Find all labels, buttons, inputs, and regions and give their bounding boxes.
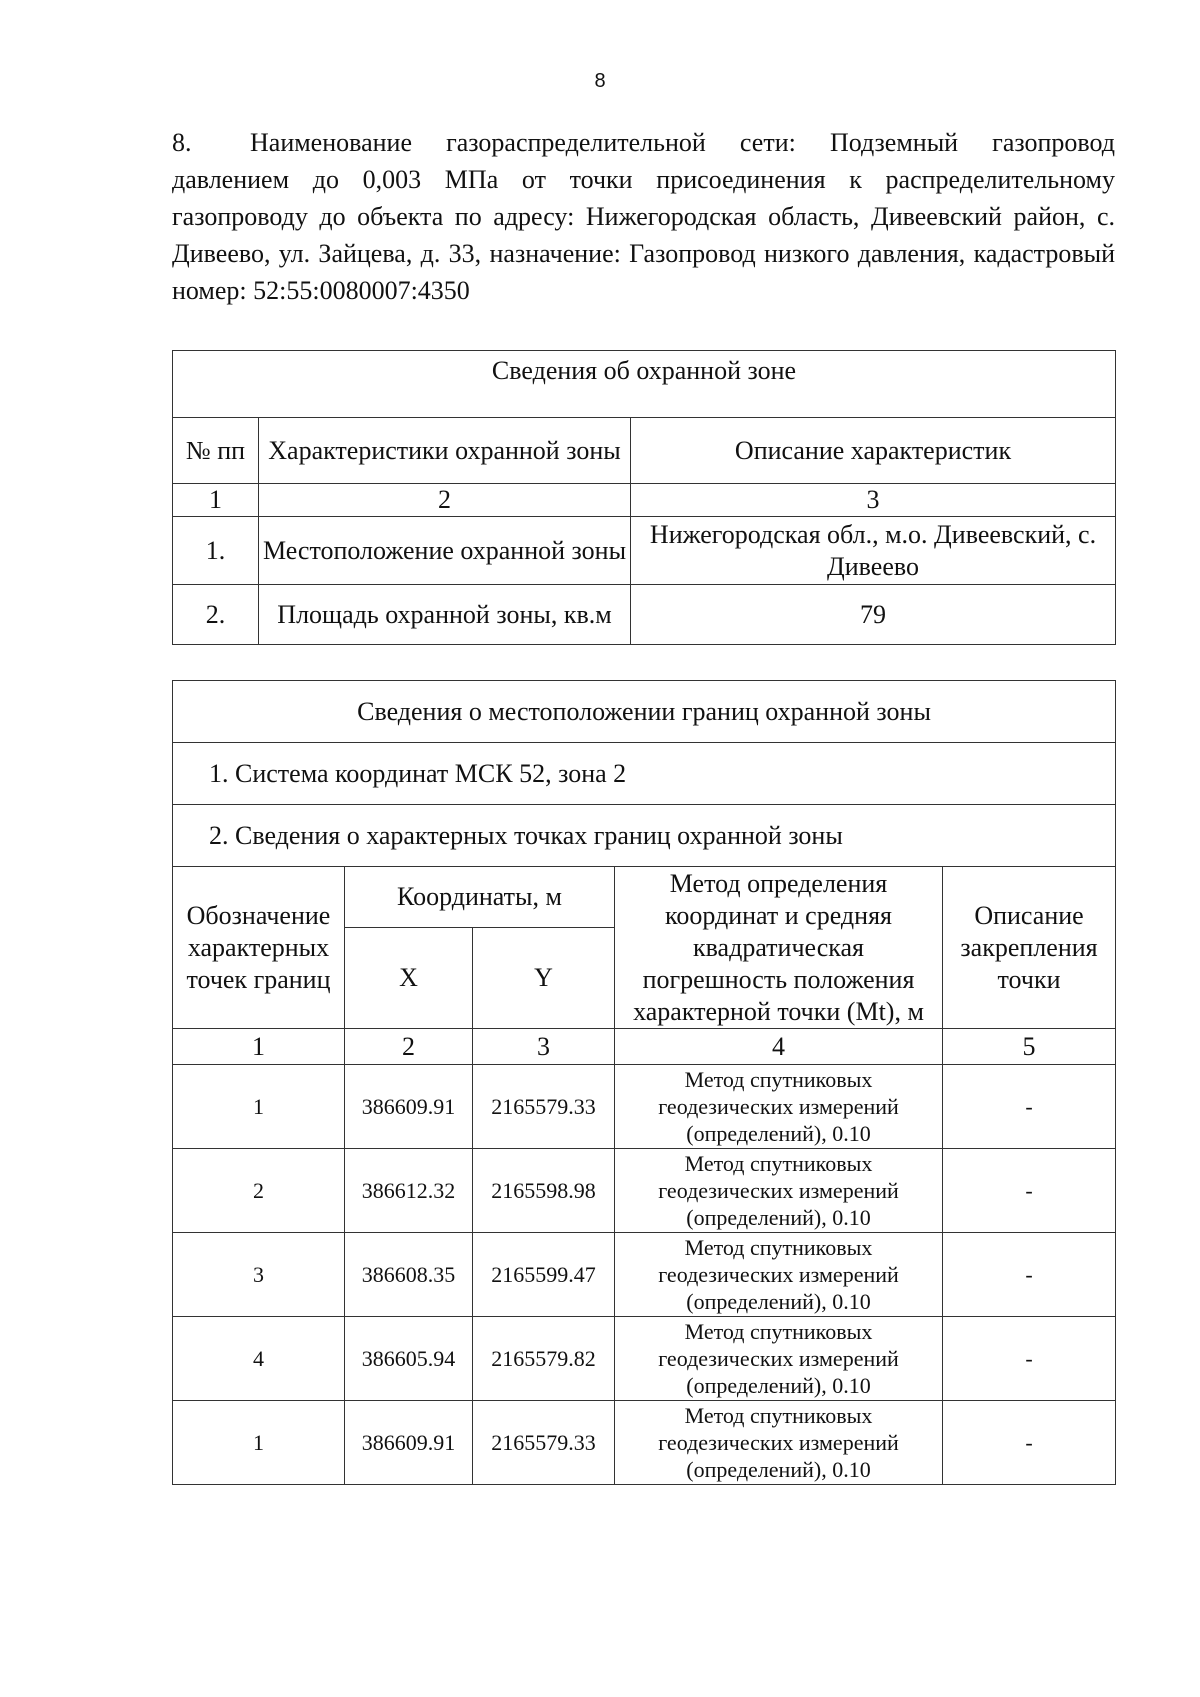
coord-x: 386612.32 bbox=[345, 1149, 473, 1233]
point-id: 1 bbox=[173, 1401, 345, 1485]
protection-zone-table bbox=[172, 350, 1116, 645]
table-row bbox=[173, 1317, 1116, 1401]
header-x: X bbox=[345, 928, 473, 1029]
table-row bbox=[173, 517, 1116, 585]
header-number: № пп bbox=[173, 418, 259, 484]
fixing-cell: - bbox=[943, 1233, 1116, 1317]
row-number: 1. bbox=[173, 517, 259, 585]
header-y: Y bbox=[473, 928, 615, 1029]
column-number: 1 bbox=[173, 484, 259, 517]
coord-x: 386605.94 bbox=[345, 1317, 473, 1401]
table-row bbox=[173, 1149, 1116, 1233]
row-description: Нижегородская обл., м.о. Дивеевский, с. Дивеево bbox=[631, 517, 1116, 585]
method-cell: Метод спутниковых геодезических измерений (определений), 0.10 bbox=[615, 1317, 943, 1401]
table-row bbox=[173, 1065, 1116, 1149]
header-coordinates: Координаты, м bbox=[345, 867, 615, 928]
row-characteristic: Местоположение охранной зоны bbox=[259, 517, 631, 585]
fixing-cell: - bbox=[943, 1317, 1116, 1401]
column-number: 3 bbox=[473, 1029, 615, 1065]
column-number: 1 bbox=[173, 1029, 345, 1065]
coord-y: 2165598.98 bbox=[473, 1149, 615, 1233]
coordinate-system: 1. Система координат МСК 52, зона 2 bbox=[173, 743, 1116, 805]
coord-y: 2165599.47 bbox=[473, 1233, 615, 1317]
coord-x: 386609.91 bbox=[345, 1401, 473, 1485]
row-number: 2. bbox=[173, 585, 259, 645]
point-id: 1 bbox=[173, 1065, 345, 1149]
coord-y: 2165579.82 bbox=[473, 1317, 615, 1401]
zone-table-title: Сведения об охранной зоне bbox=[173, 351, 1116, 418]
method-cell: Метод спутниковых геодезических измерений (определений), 0.10 bbox=[615, 1233, 943, 1317]
point-id: 3 bbox=[173, 1233, 345, 1317]
coord-x: 386608.35 bbox=[345, 1233, 473, 1317]
header-characteristic: Характеристики охранной зоны bbox=[259, 418, 631, 484]
row-characteristic: Площадь охранной зоны, кв.м bbox=[259, 585, 631, 645]
point-id: 2 bbox=[173, 1149, 345, 1233]
point-id: 4 bbox=[173, 1317, 345, 1401]
coord-x: 386609.91 bbox=[345, 1065, 473, 1149]
method-cell: Метод спутниковых геодезических измерений (определений), 0.10 bbox=[615, 1401, 943, 1485]
network-description-text: Наименование газораспределительной сети: Подземный газопровод давлением до 0,003 МПа от точки присоединения к распределительному газопроводу до объекта по адресу: Нижегородская область, Дивеевский район, с. Дивеево, ул. Зайцева, д. 33, назначение: Газопровод низкого давления, кадастровый номер: 52:55:0080007:4350 bbox=[172, 128, 1115, 305]
item-number: 8. bbox=[172, 128, 192, 157]
method-cell: Метод спутниковых геодезических измерений (определений), 0.10 bbox=[615, 1149, 943, 1233]
header-designation: Обозначение характерных точек границ bbox=[173, 867, 345, 1029]
fixing-cell: - bbox=[943, 1401, 1116, 1485]
table-row bbox=[173, 1233, 1116, 1317]
method-cell: Метод спутниковых геодезических измерений (определений), 0.10 bbox=[615, 1065, 943, 1149]
coord-y: 2165579.33 bbox=[473, 1401, 615, 1485]
column-number: 5 bbox=[943, 1029, 1116, 1065]
column-number: 3 bbox=[631, 484, 1116, 517]
header-description: Описание характеристик bbox=[631, 418, 1116, 484]
fixing-cell: - bbox=[943, 1149, 1116, 1233]
points-title: 2. Сведения о характерных точках границ охранной зоны bbox=[173, 805, 1116, 867]
page-number: 8 bbox=[594, 70, 606, 92]
table-row bbox=[173, 1401, 1116, 1485]
column-number: 2 bbox=[345, 1029, 473, 1065]
header-fixing: Описание закрепления точки bbox=[943, 867, 1116, 1029]
column-number: 2 bbox=[259, 484, 631, 517]
boundary-table bbox=[172, 680, 1116, 1485]
boundary-table-title: Сведения о местоположении границ охранной зоны bbox=[173, 681, 1116, 743]
row-description: 79 bbox=[631, 585, 1116, 645]
fixing-cell: - bbox=[943, 1065, 1116, 1149]
table-row bbox=[173, 585, 1116, 645]
coord-y: 2165579.33 bbox=[473, 1065, 615, 1149]
header-method: Метод определения координат и средняя квадратическая погрешность положения характерной точки (Mt), м bbox=[615, 867, 943, 1029]
column-number: 4 bbox=[615, 1029, 943, 1065]
network-description bbox=[172, 124, 1115, 309]
